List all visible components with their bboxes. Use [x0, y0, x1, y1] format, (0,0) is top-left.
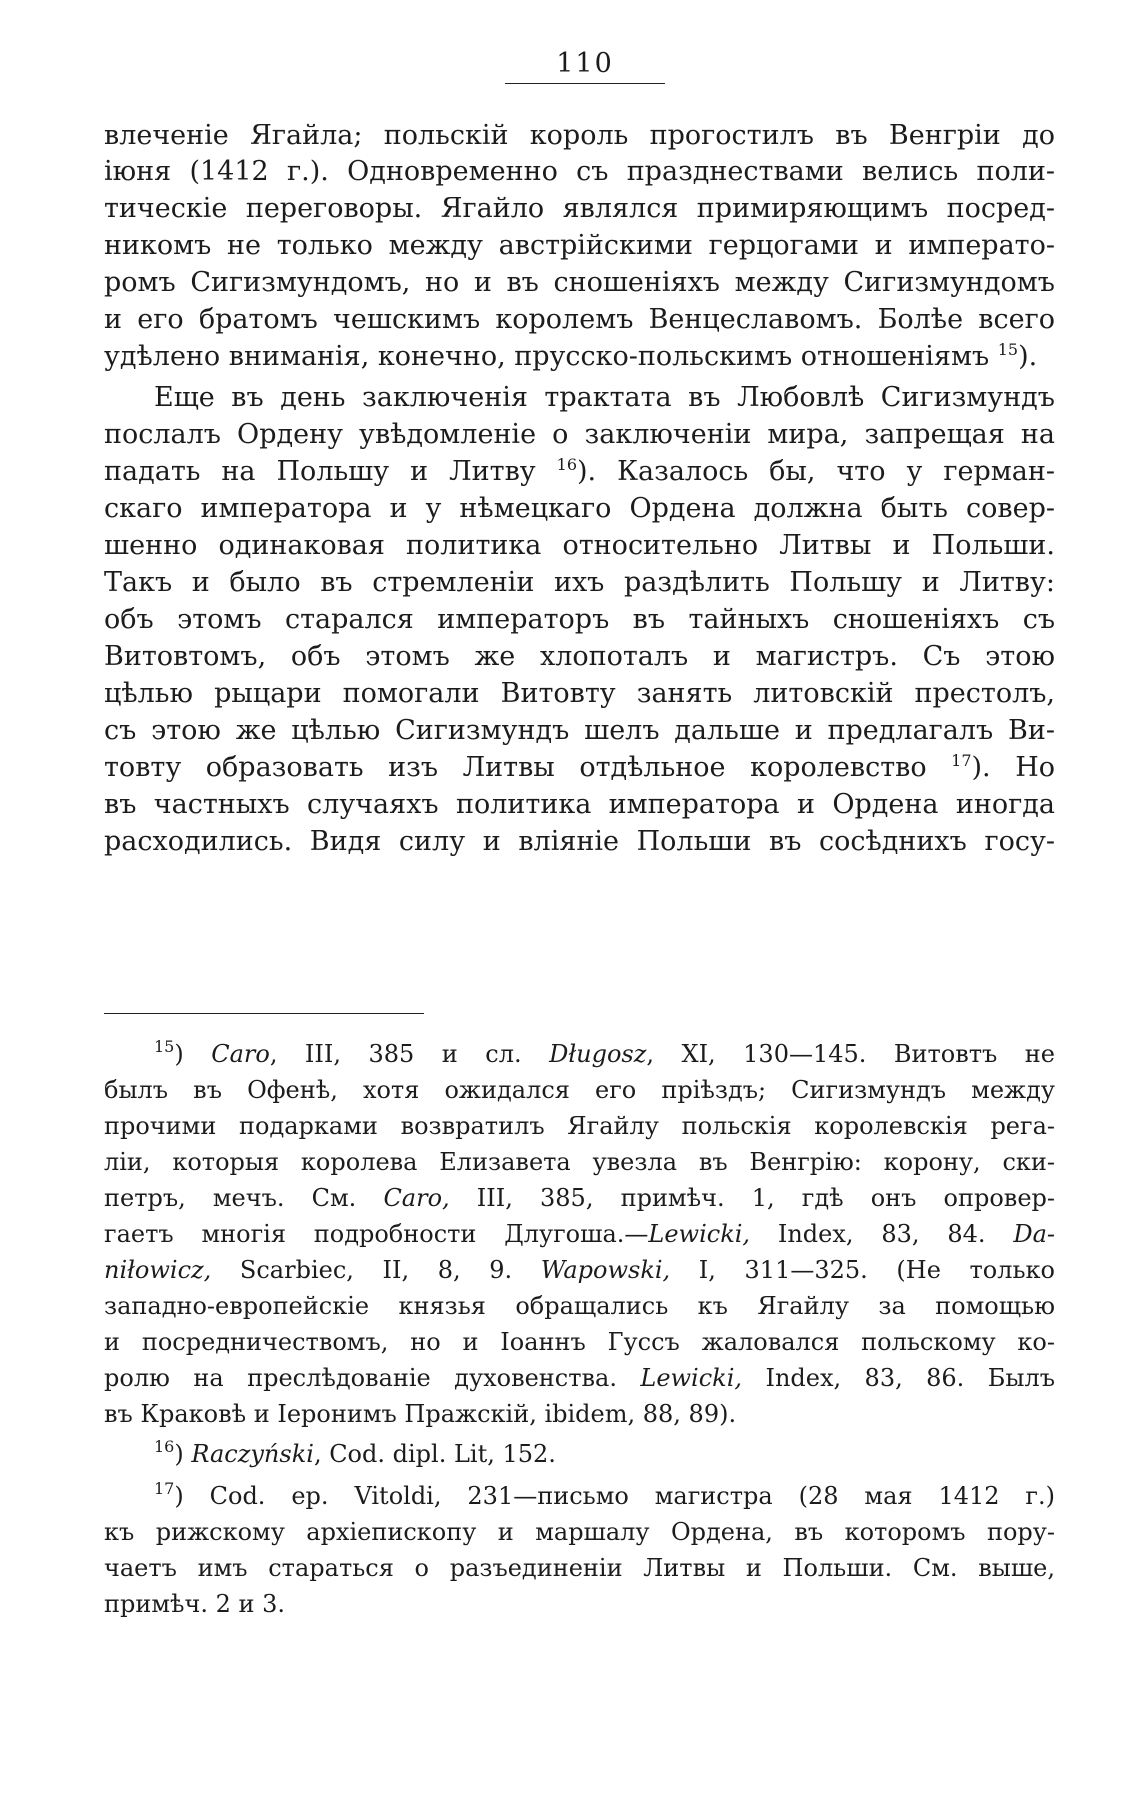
footnote-ref-17: 17: [951, 751, 972, 770]
text-line: расходились. Видя силу и вліяніе Польши въ сосѣднихъ госу-: [104, 826, 1055, 857]
text-line: послалъ Ордену увѣдомленіе о заключеніи мира, запрещая на: [104, 419, 1055, 450]
footnote-15-line: и посредничествомъ, но и Іоаннъ Гуссъ жаловался польскому ко-: [104, 1328, 1055, 1356]
footnote-ref-15: 15: [997, 340, 1019, 359]
footnote-15-line: петръ, мечъ. См. Caro, III, 385, примѣч. 1, гдѣ онъ опровер-: [104, 1184, 1055, 1212]
footnote-17-line: примѣч. 2 и 3.: [104, 1590, 286, 1618]
footnote-15-line: былъ въ Офенѣ, хотя ожидался его пріѣздъ; Сигизмундъ между: [104, 1076, 1055, 1104]
text-line: съ этою же цѣлью Сигизмундъ шелъ дальше и предлагалъ Ви-: [104, 715, 1055, 746]
text-line: шенно одинаковая политика относительно Литвы и Польши.: [104, 530, 1055, 561]
text-line: цѣлью рыцари помогали Витовту занять литовскій престолъ,: [104, 678, 1055, 709]
footnote-17-line: $^{17}$) Cod. ep. Vitoldi, 231—письмо магистра (28 мая 1412 г.): [154, 1479, 1055, 1510]
footnote-separator: [104, 1013, 424, 1014]
text-line: удѣлено вниманія, конечно, прусско-польскимъ отношеніямъ $^{15}$).: [104, 340, 1038, 372]
text-line: ромъ Сигизмундомъ, но и въ сношеніяхъ между Сигизмундомъ: [104, 267, 1055, 298]
text-line: Витовтомъ, объ этомъ же хлопоталъ и магистръ. Съ этою: [104, 641, 1055, 672]
text-line: тическіе переговоры. Ягайло являлся примиряющимъ посред-: [104, 193, 1055, 224]
text-line: Еще въ день заключенія трактата въ Любовлѣ Сигизмундъ: [154, 382, 1055, 413]
footnote-15-line: ролю на преслѣдованіе духовенства. Lewicki, Index, 83, 86. Былъ: [104, 1364, 1055, 1392]
footnote-16-line: $^{16}$) Raczyński, Cod. dipl. Lit, 152.: [154, 1437, 556, 1468]
footnote-15-line: гаетъ многія подробности Длугоша.—Lewicki, Index, 83, 84. Da-: [104, 1220, 1055, 1248]
footnote-17-line: къ рижскому архіепископу и маршалу Ордена, въ которомъ пору-: [104, 1518, 1055, 1546]
footnote-15-line: niłowicz, Scarbiec, II, 8, 9. Wapowski, I, 311—325. (Не только: [104, 1256, 1055, 1284]
footnote-15-line: ліи, которыя королева Елизавета увезла въ Венгрію: корону, ски-: [104, 1148, 1055, 1176]
text-line: никомъ не только между австрійскими герцогами и императо-: [104, 230, 1055, 261]
footnote-15-line: $^{15}$) Caro, III, 385 и сл. Długosz, XI, 130—145. Витовтъ не: [154, 1037, 1055, 1068]
text-line: скаго императора и у нѣмецкаго Ордена должна быть совер-: [104, 493, 1055, 524]
footnote-17-line: чаетъ имъ стараться о разъединеніи Литвы и Польши. См. выше,: [104, 1554, 1055, 1582]
footnote-15-line: западно-европейскіе князья обращались къ Ягайлу за помощью: [104, 1292, 1055, 1320]
footnote-15-line: въ Краковѣ и Іеронимъ Пражскій, ibidem, 88, 89).: [104, 1400, 737, 1428]
footnote-ref-16: 16: [556, 455, 578, 474]
text-line: и его братомъ чешскимъ королемъ Венцеславомъ. Болѣе всего: [104, 304, 1055, 335]
text-line: объ этомъ старался императоръ въ тайныхъ сношеніяхъ съ: [104, 604, 1055, 635]
text-line: падать на Польшу и Литву $^{16}$). Казалось бы, что у герман-: [104, 455, 1055, 487]
text-line: влеченіе Ягайла; польскій король прогостилъ въ Венгріи до: [104, 120, 1055, 151]
text-line: товту образовать изъ Литвы отдѣльное королевство $^{17}$). Но: [104, 751, 1055, 783]
text-line: Такъ и было въ стремленіи ихъ раздѣлить Польшу и Литву:: [104, 567, 1055, 598]
page-number: 110: [505, 48, 665, 84]
text-line: въ частныхъ случаяхъ политика императора и Ордена иногда: [104, 789, 1055, 820]
text-line: іюня (1412 г.). Одновременно съ празднествами велись поли-: [104, 156, 1055, 187]
footnote-15-line: прочими подарками возвратилъ Ягайлу польскія королевскія рега-: [104, 1112, 1055, 1140]
